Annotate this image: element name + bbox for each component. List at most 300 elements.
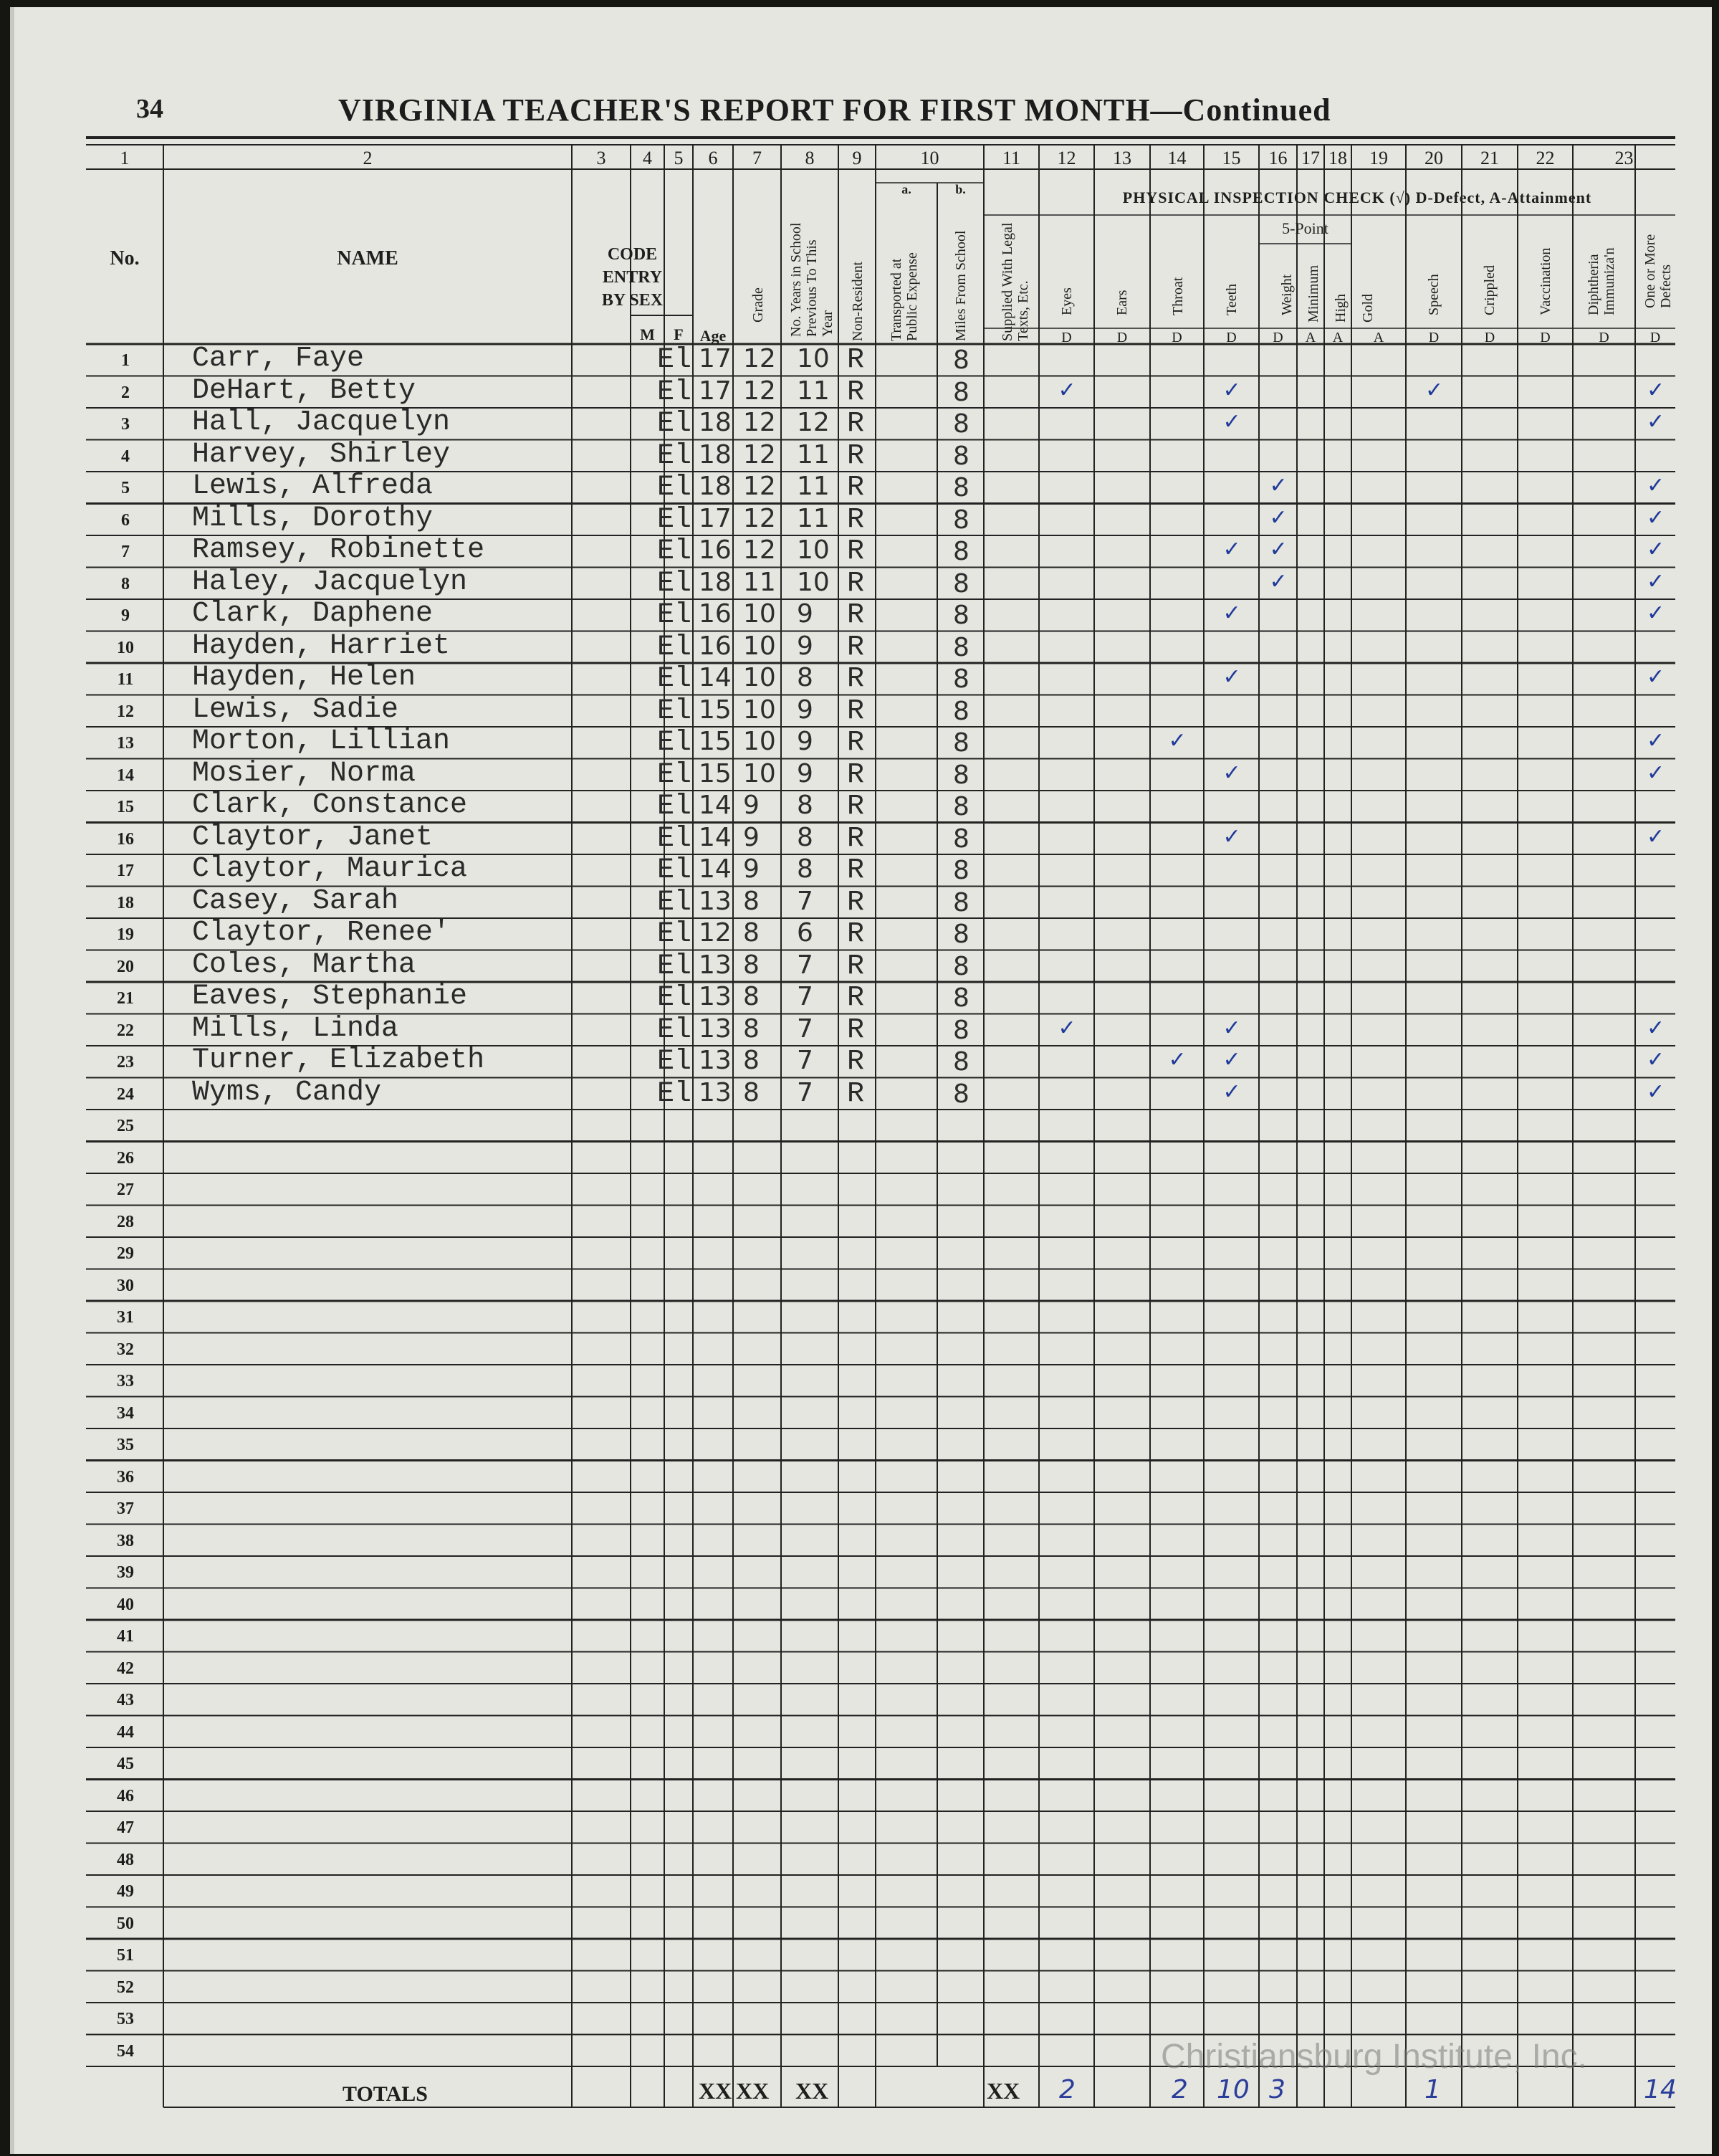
grade: 8 xyxy=(743,1077,760,1107)
header-years-in-school: Previous To This xyxy=(804,239,820,337)
grade: 9 xyxy=(743,854,760,884)
years-in-school: 9 xyxy=(797,631,813,661)
miles-from-school: 8 xyxy=(953,1015,969,1045)
check-mark-throat: ✓ xyxy=(1168,728,1187,753)
check-mark-teeth: ✓ xyxy=(1222,1079,1241,1105)
check-mark-defects: ✓ xyxy=(1647,473,1665,498)
code-entry: El xyxy=(657,567,692,600)
header-da-marker: D xyxy=(1599,330,1609,345)
totals-weight: 3 xyxy=(1269,2075,1285,2104)
row-number: 23 xyxy=(117,1053,134,1072)
student-name: Ramsey, Robinette xyxy=(192,534,485,566)
code-entry: El xyxy=(657,822,692,855)
row-number: 48 xyxy=(117,1850,134,1869)
row-number: 46 xyxy=(117,1786,134,1806)
column-number: 15 xyxy=(1222,148,1241,168)
miles-from-school: 8 xyxy=(953,1047,969,1077)
age: 18 xyxy=(699,472,732,501)
check-mark-defects: ✓ xyxy=(1647,505,1665,530)
header-non-resident: Non-Resident xyxy=(850,261,866,341)
age: 14 xyxy=(699,663,732,692)
non-resident: R xyxy=(847,1077,865,1110)
check-mark-teeth: ✓ xyxy=(1222,664,1241,690)
code-entry: El xyxy=(657,982,692,1014)
row-number: 20 xyxy=(117,957,134,976)
student-name: Claytor, Janet xyxy=(192,821,434,854)
non-resident: R xyxy=(847,982,865,1014)
column-number: 6 xyxy=(708,148,718,168)
grade: 12 xyxy=(743,535,776,565)
row-number: 27 xyxy=(117,1180,134,1199)
code-entry: El xyxy=(657,663,692,695)
totals-age-xx: XX xyxy=(699,2078,732,2104)
years-in-school: 9 xyxy=(797,758,813,788)
non-resident: R xyxy=(847,791,865,823)
student-name: Lewis, Sadie xyxy=(192,693,399,726)
years-in-school: 8 xyxy=(797,822,813,852)
non-resident: R xyxy=(847,727,865,759)
student-name: Wyms, Candy xyxy=(192,1076,382,1109)
totals-label: TOTALS xyxy=(343,2082,428,2106)
column-number: 14 xyxy=(1167,148,1187,168)
non-resident: R xyxy=(847,408,865,440)
check-mark-teeth: ✓ xyxy=(1222,1015,1241,1041)
header-transported: Public Expense xyxy=(904,252,920,341)
header-years-in-school: Year xyxy=(820,310,835,337)
column-number: 22 xyxy=(1536,148,1555,168)
header-physical-inspection: PHYSICAL INSPECTION CHECK (√) D-Defect, A-Attainment xyxy=(1122,189,1592,206)
years-in-school: 7 xyxy=(797,1077,813,1107)
row-number: 30 xyxy=(117,1276,134,1295)
row-number: 19 xyxy=(117,925,134,944)
row-number: 51 xyxy=(117,1946,134,1965)
header-da-marker: D xyxy=(1061,330,1072,345)
years-in-school: 6 xyxy=(797,918,813,948)
header-da-marker: D xyxy=(1116,330,1128,345)
header-da-marker: D xyxy=(1540,330,1551,345)
row-number: 16 xyxy=(117,829,134,849)
miles-from-school: 8 xyxy=(953,505,969,535)
check-mark-eyes: ✓ xyxy=(1058,377,1076,403)
grade: 10 xyxy=(743,599,776,629)
header-code-entry: CODE xyxy=(607,245,658,264)
miles-from-school: 8 xyxy=(953,951,969,981)
non-resident: R xyxy=(847,822,865,855)
grade: 12 xyxy=(743,439,776,469)
totals-supplied-xx: XX xyxy=(987,2078,1020,2104)
row-number: 18 xyxy=(117,893,134,912)
row-number: 4 xyxy=(121,447,130,466)
student-name: Claytor, Maurica xyxy=(192,853,468,885)
student-name: Clark, Constance xyxy=(192,789,468,821)
header-minimum: Minimum xyxy=(1306,264,1321,323)
student-name: Hayden, Harriet xyxy=(192,629,451,662)
check-mark-teeth: ✓ xyxy=(1222,377,1241,403)
code-entry: El xyxy=(657,695,692,728)
miles-from-school: 8 xyxy=(953,887,969,917)
non-resident: R xyxy=(847,567,865,600)
years-in-school: 7 xyxy=(797,1013,813,1044)
header-defects: Defects xyxy=(1658,264,1674,308)
years-in-school: 11 xyxy=(797,439,830,469)
student-name: Morton, Lillian xyxy=(192,725,451,758)
header-name: NAME xyxy=(337,247,398,270)
header-weight: Weight xyxy=(1279,274,1295,315)
column-number: 1 xyxy=(120,148,130,168)
title-text: VIRGINIA TEACHER'S REPORT FOR FIRST MONTH xyxy=(338,92,1151,128)
row-number: 37 xyxy=(117,1499,134,1518)
header-speech: Speech xyxy=(1426,274,1442,315)
years-in-school: 11 xyxy=(797,503,830,533)
row-number: 31 xyxy=(117,1308,134,1327)
student-name: Hayden, Helen xyxy=(192,662,416,694)
age: 13 xyxy=(699,1013,732,1044)
years-in-school: 7 xyxy=(797,982,813,1011)
row-number: 3 xyxy=(121,415,130,434)
grade: 10 xyxy=(743,695,776,725)
miles-from-school: 8 xyxy=(953,792,969,821)
code-entry: El xyxy=(657,439,692,472)
column-number: 20 xyxy=(1424,148,1443,168)
age: 14 xyxy=(699,791,732,820)
header-da-marker: D xyxy=(1226,330,1237,345)
grade: 10 xyxy=(743,727,776,756)
years-in-school: 10 xyxy=(797,344,830,373)
check-mark-defects: ✓ xyxy=(1647,409,1665,434)
student-name: Harvey, Shirley xyxy=(192,438,451,471)
column-number: 4 xyxy=(643,148,652,168)
grade: 11 xyxy=(743,567,776,597)
row-number: 14 xyxy=(117,765,134,785)
row-number: 29 xyxy=(117,1244,134,1263)
miles-from-school: 8 xyxy=(953,856,969,885)
row-number: 54 xyxy=(117,2041,134,2061)
header-high: High xyxy=(1333,294,1349,323)
column-number: 9 xyxy=(852,148,862,168)
row-number: 52 xyxy=(117,1978,134,1997)
header-da-marker: D xyxy=(1172,330,1182,345)
code-entry: El xyxy=(657,727,692,759)
header-da-marker: A xyxy=(1332,330,1344,345)
check-mark-weight: ✓ xyxy=(1269,473,1288,498)
miles-from-school: 8 xyxy=(953,664,969,694)
code-entry: El xyxy=(657,950,692,983)
column-number: 10 xyxy=(920,148,939,168)
years-in-school: 11 xyxy=(797,472,830,501)
header-ears: Ears xyxy=(1114,290,1130,315)
age: 17 xyxy=(699,503,732,533)
grade: 8 xyxy=(743,918,760,948)
code-entry: El xyxy=(657,344,692,376)
student-name: Turner, Elizabeth xyxy=(192,1044,485,1077)
miles-from-school: 8 xyxy=(953,345,969,375)
check-mark-teeth: ✓ xyxy=(1222,409,1241,434)
header-da-marker: D xyxy=(1273,330,1283,345)
code-entry: El xyxy=(657,1013,692,1046)
header-crippled: Crippled xyxy=(1482,265,1498,315)
age: 18 xyxy=(699,567,732,597)
row-number: 53 xyxy=(117,2010,134,2028)
column-number: 21 xyxy=(1480,148,1499,168)
miles-from-school: 8 xyxy=(953,760,969,790)
check-mark-weight: ✓ xyxy=(1269,505,1288,530)
miles-from-school: 8 xyxy=(953,728,969,758)
row-number: 34 xyxy=(117,1403,134,1423)
age: 13 xyxy=(699,1077,732,1107)
student-name: Claytor, Renee' xyxy=(192,917,451,949)
totals-speech: 1 xyxy=(1424,2075,1441,2104)
non-resident: R xyxy=(847,439,865,472)
non-resident: R xyxy=(847,376,865,409)
student-name: Eaves, Stephanie xyxy=(192,981,468,1013)
header-da-marker: A xyxy=(1305,330,1316,345)
non-resident: R xyxy=(847,758,865,791)
grade: 8 xyxy=(743,1013,760,1044)
column-number: 5 xyxy=(674,148,684,168)
code-entry: El xyxy=(657,1046,692,1078)
code-entry: El xyxy=(657,918,692,950)
age: 13 xyxy=(699,886,732,916)
grade: 12 xyxy=(743,344,776,373)
check-mark-teeth: ✓ xyxy=(1222,824,1241,849)
years-in-school: 10 xyxy=(797,535,830,565)
header-throat: Throat xyxy=(1170,277,1186,315)
row-number: 40 xyxy=(117,1595,134,1614)
grade: 9 xyxy=(743,822,760,852)
code-entry: El xyxy=(657,503,692,536)
age: 14 xyxy=(699,822,732,852)
header-years-in-school: No. Years in School xyxy=(788,222,804,337)
years-in-school: 8 xyxy=(797,854,813,884)
code-entry: El xyxy=(657,408,692,440)
header-da-marker: D xyxy=(1428,330,1440,345)
header-teeth: Teeth xyxy=(1224,283,1240,315)
grade: 8 xyxy=(743,886,760,916)
age: 12 xyxy=(699,918,732,948)
check-mark-teeth: ✓ xyxy=(1222,1047,1241,1072)
years-in-school: 9 xyxy=(797,695,813,725)
check-mark-teeth: ✓ xyxy=(1222,537,1241,562)
miles-from-school: 8 xyxy=(953,920,969,949)
row-number: 9 xyxy=(121,606,130,625)
miles-from-school: 8 xyxy=(953,601,969,630)
age: 13 xyxy=(699,1046,732,1075)
row-number: 33 xyxy=(117,1372,134,1391)
non-resident: R xyxy=(847,535,865,568)
non-resident: R xyxy=(847,1046,865,1078)
header-grade: Grade xyxy=(750,287,766,323)
header-col9a: a. xyxy=(901,182,911,196)
check-mark-defects: ✓ xyxy=(1647,568,1665,594)
non-resident: R xyxy=(847,1013,865,1046)
age: 17 xyxy=(699,376,732,406)
header-gold: Gold xyxy=(1360,294,1376,323)
miles-from-school: 8 xyxy=(953,1079,969,1109)
header-da-marker: D xyxy=(1484,330,1495,345)
miles-from-school: 8 xyxy=(953,632,969,662)
years-in-school: 10 xyxy=(797,567,830,597)
totals-throat: 2 xyxy=(1172,2075,1188,2104)
row-number: 49 xyxy=(117,1882,134,1901)
code-entry: El xyxy=(657,758,692,791)
miles-from-school: 8 xyxy=(953,441,969,471)
check-mark-defects: ✓ xyxy=(1647,1047,1665,1072)
watermark: Christiansburg Institute, Inc. xyxy=(1161,2038,1587,2076)
row-number: 36 xyxy=(117,1467,134,1487)
code-entry: El xyxy=(657,854,692,887)
row-number: 32 xyxy=(117,1340,134,1359)
row-number: 6 xyxy=(121,510,130,530)
header-no: No. xyxy=(110,247,140,270)
check-mark-defects: ✓ xyxy=(1647,728,1665,753)
years-in-school: 9 xyxy=(797,599,813,629)
column-number: 11 xyxy=(1002,148,1021,168)
check-mark-defects: ✓ xyxy=(1647,760,1665,786)
row-number: 7 xyxy=(121,543,130,561)
age: 16 xyxy=(699,599,732,629)
row-number: 25 xyxy=(117,1117,134,1135)
student-name: Coles, Martha xyxy=(192,948,416,981)
years-in-school: 7 xyxy=(797,886,813,916)
student-name: Haley, Jacquelyn xyxy=(192,566,468,598)
code-entry: El xyxy=(657,1077,692,1110)
miles-from-school: 8 xyxy=(953,409,969,439)
row-number: 24 xyxy=(117,1084,134,1104)
row-number: 13 xyxy=(117,734,134,753)
column-number: 3 xyxy=(596,148,606,168)
row-number: 38 xyxy=(117,1531,134,1550)
header-transported: Transported at xyxy=(889,258,904,341)
non-resident: R xyxy=(847,854,865,887)
age: 13 xyxy=(699,982,732,1011)
row-number: 35 xyxy=(117,1436,134,1454)
non-resident: R xyxy=(847,599,865,631)
grade: 12 xyxy=(743,472,776,501)
age: 13 xyxy=(699,950,732,980)
row-number: 43 xyxy=(117,1691,134,1709)
code-entry: El xyxy=(657,472,692,504)
years-in-school: 7 xyxy=(797,950,813,980)
row-number: 1 xyxy=(121,351,130,370)
row-number: 5 xyxy=(121,479,130,497)
student-name: Casey, Sarah xyxy=(192,884,399,917)
header-defects: One or More xyxy=(1642,234,1658,308)
age: 16 xyxy=(699,535,732,565)
code-entry: El xyxy=(657,791,692,823)
miles-from-school: 8 xyxy=(953,824,969,854)
student-name: Mills, Linda xyxy=(192,1012,399,1045)
header-diphtheria: Immuniza'n xyxy=(1601,247,1617,315)
title-suffix: —Continued xyxy=(1150,92,1331,128)
row-number: 8 xyxy=(121,574,130,593)
grade: 10 xyxy=(743,663,776,692)
check-mark-defects: ✓ xyxy=(1647,377,1665,403)
column-number: 17 xyxy=(1301,148,1320,168)
grade: 8 xyxy=(743,1046,760,1075)
column-number: 12 xyxy=(1057,148,1076,168)
student-name: DeHart, Betty xyxy=(192,374,416,407)
student-name: Mosier, Norma xyxy=(192,757,416,790)
miles-from-school: 8 xyxy=(953,537,969,566)
column-number: 23 xyxy=(1614,148,1634,168)
grade: 12 xyxy=(743,376,776,406)
code-entry: El xyxy=(657,376,692,409)
header-eyes: Eyes xyxy=(1059,287,1075,315)
header-code-entry: ENTRY xyxy=(602,268,663,287)
grade: 9 xyxy=(743,791,760,820)
non-resident: R xyxy=(847,663,865,695)
non-resident: R xyxy=(847,918,865,950)
column-number: 18 xyxy=(1328,148,1347,168)
totals-teeth: 10 xyxy=(1217,2075,1250,2104)
check-mark-eyes: ✓ xyxy=(1058,1015,1076,1041)
row-number: 21 xyxy=(117,989,134,1008)
check-mark-teeth: ✓ xyxy=(1222,601,1241,626)
grade: 8 xyxy=(743,982,760,1011)
header-da-marker: A xyxy=(1373,330,1384,345)
age: 18 xyxy=(699,408,732,437)
row-number: 28 xyxy=(117,1212,134,1231)
header-age: Age xyxy=(699,327,727,345)
column-number: 7 xyxy=(752,148,762,168)
years-in-school: 8 xyxy=(797,791,813,820)
code-entry: El xyxy=(657,599,692,631)
check-mark-weight: ✓ xyxy=(1269,568,1288,594)
row-number: 10 xyxy=(117,638,134,657)
age: 17 xyxy=(699,344,732,373)
header-supplied: Texts, Etc. xyxy=(1015,280,1031,341)
years-in-school: 9 xyxy=(797,727,813,756)
row-number: 41 xyxy=(117,1627,134,1646)
code-entry: El xyxy=(657,535,692,568)
check-mark-teeth: ✓ xyxy=(1222,760,1241,786)
row-number: 22 xyxy=(117,1021,134,1040)
check-mark-defects: ✓ xyxy=(1647,601,1665,626)
check-mark-weight: ✓ xyxy=(1269,537,1288,562)
header-f: F xyxy=(674,325,684,343)
totals-defects: 14 xyxy=(1644,2075,1677,2104)
student-name: Lewis, Alfreda xyxy=(192,470,434,502)
header-col9b: b. xyxy=(955,182,966,196)
non-resident: R xyxy=(847,950,865,983)
non-resident: R xyxy=(847,344,865,376)
totals-eyes: 2 xyxy=(1059,2075,1076,2104)
header-m: M xyxy=(640,325,655,343)
report-page xyxy=(10,7,1712,2154)
non-resident: R xyxy=(847,472,865,504)
row-number: 26 xyxy=(117,1148,134,1168)
student-name: Carr, Faye xyxy=(192,343,365,375)
non-resident: R xyxy=(847,503,865,536)
code-entry: El xyxy=(657,631,692,664)
miles-from-school: 8 xyxy=(953,377,969,407)
row-number: 50 xyxy=(117,1914,134,1933)
grade: 10 xyxy=(743,758,776,788)
grade: 10 xyxy=(743,631,776,661)
age: 15 xyxy=(699,758,732,788)
check-mark-throat: ✓ xyxy=(1168,1047,1187,1072)
code-entry: El xyxy=(657,886,692,919)
header-vaccination: Vaccination xyxy=(1538,247,1553,315)
student-name: Clark, Daphene xyxy=(192,598,434,630)
check-mark-defects: ✓ xyxy=(1647,1079,1665,1105)
header-supplied: Supplied With Legal xyxy=(1000,222,1015,341)
totals-grade-xx: XX xyxy=(736,2078,770,2104)
row-number: 42 xyxy=(117,1659,134,1678)
column-number: 16 xyxy=(1268,148,1288,168)
header-miles: Miles From School xyxy=(953,230,969,341)
row-number: 44 xyxy=(117,1722,134,1742)
